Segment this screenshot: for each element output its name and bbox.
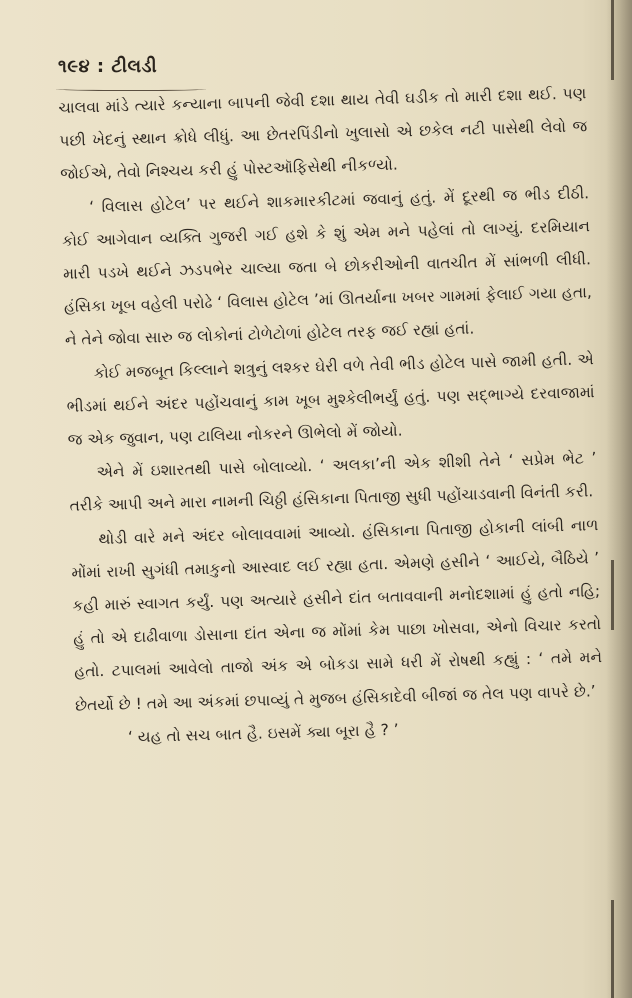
paragraph: થોડી વારે મને અંદર બોલાવવામાં આવ્યો. હંસિકાના પિતાજી હોકાની લાંબી નાળ મોંમાં રાખી સુગંધી તમાકુનો આસ્વાદ લઈ રહ્યા હતા. એમણે હસીને ‘ આઈયે, બૈઠિયે ’ કહી મારું સ્વાગત કર્યું. પણ અત્યારે હસીને દાંત બતાવવાની મનોદશામાં હું હતો નહિ; હું તો એ દાઢીવાળા ડોસાના દાંત એના જ મોંમાં કેમ પાછા ખોસવા, એનો વિચાર કરતો હતો. ટપાલમાં આવેલો તાજો અંક એ બોકડા સામે ધરી મેં રોષથી કહ્યું : ‘ તમે મને છેતર્યો છે ! તમે આ અંકમાં છપાવ્યું તે મુજબ હંસિકાદેવી બીજાં જ તેલ પણ વાપરે છે.’ (71, 515, 603, 715)
paragraph: ‘ વિલાસ હોટેલ’ પર થઈને શાકમારકીટમાં જવાનું હતું. મેં દૂરથી જ ભીડ દીઠી. કોઈ આગેવાન વ્યક્તિ ગુજરી ગઈ હશે કે શું એમ મને પહેલાં તો લાગ્યું. દરમિયાન મારી પડખે થઈને ઝડપભેર ચાલ્યા જતા બે છોકરીઓની વાતચીત મેં સાંભળી લીધી. હંસિકા ખૂબ વહેલી પરોઢે ‘ વિલાસ હોટેલ ’માં ઊતર્યાના ખબર ગામમાં ફેલાઈ ગયા હતા, ને તેને જોવા સારુ જ લોકોનાં ટોળેટોળાં હોટેલ તરફ જઈ રહ્યાં હતાં. (61, 183, 593, 350)
closing-dialogue-line: ‘ યહ તો સચ બાત હૈ. ઇસમેં ક્યા બૂરા હૈ ? ’ (127, 720, 399, 747)
body-text (58, 77, 604, 756)
page-edge-mark (611, 560, 614, 630)
paragraph: ચાલવા માંડે ત્યારે કન્યાના બાપની જેવી દશા થાય તેવી ઘડીક તો મારી દશા થઈ. પણ પછી ખેદનું સ્થાન ક્રોધે લીધું. આ છેતરપિંડીનો ખુલાસો એ છકેલ નટી પાસેથી લેવો જ જોઈએ, તેવો નિશ્ચય કરી હું પોસ્ટઑફિસેથી નીકળ્યો. (58, 84, 588, 184)
paragraph: એને મેં ઇશારતથી પાસે બોલાવ્યો. ‘ અલકા’ની એક શીશી તેને ‘ સપ્રેમ ભેટ ’ તરીકે આપી અને મારા નામની ચિઠ્ઠી હંસિકાના પિતાજી સુધી પહોંચાડવાની વિનંતી કરી. (69, 449, 597, 516)
page-spine-shadow (606, 0, 632, 998)
page-edge-mark (611, 900, 614, 998)
page-edge-mark (611, 0, 614, 80)
running-head: ૧૯૪ : ટીલડી (58, 56, 158, 77)
paragraph: કોઈ મજબૂત કિલ્લાને શત્રુનું લશ્કર ઘેરી વળે તેવી ભીડ હોટેલ પાસે જામી હતી. એ ભીડમાં થઈને અંદર પહોંચવાનું કામ ખૂબ મુશ્કેલીભર્યું હતું. પણ સદ્‌ભાગ્યે દરવાજામાં જ એક જુવાન, પણ ટાલિયા નોકરને ઊભેલો મેં જોયો. (66, 349, 595, 449)
